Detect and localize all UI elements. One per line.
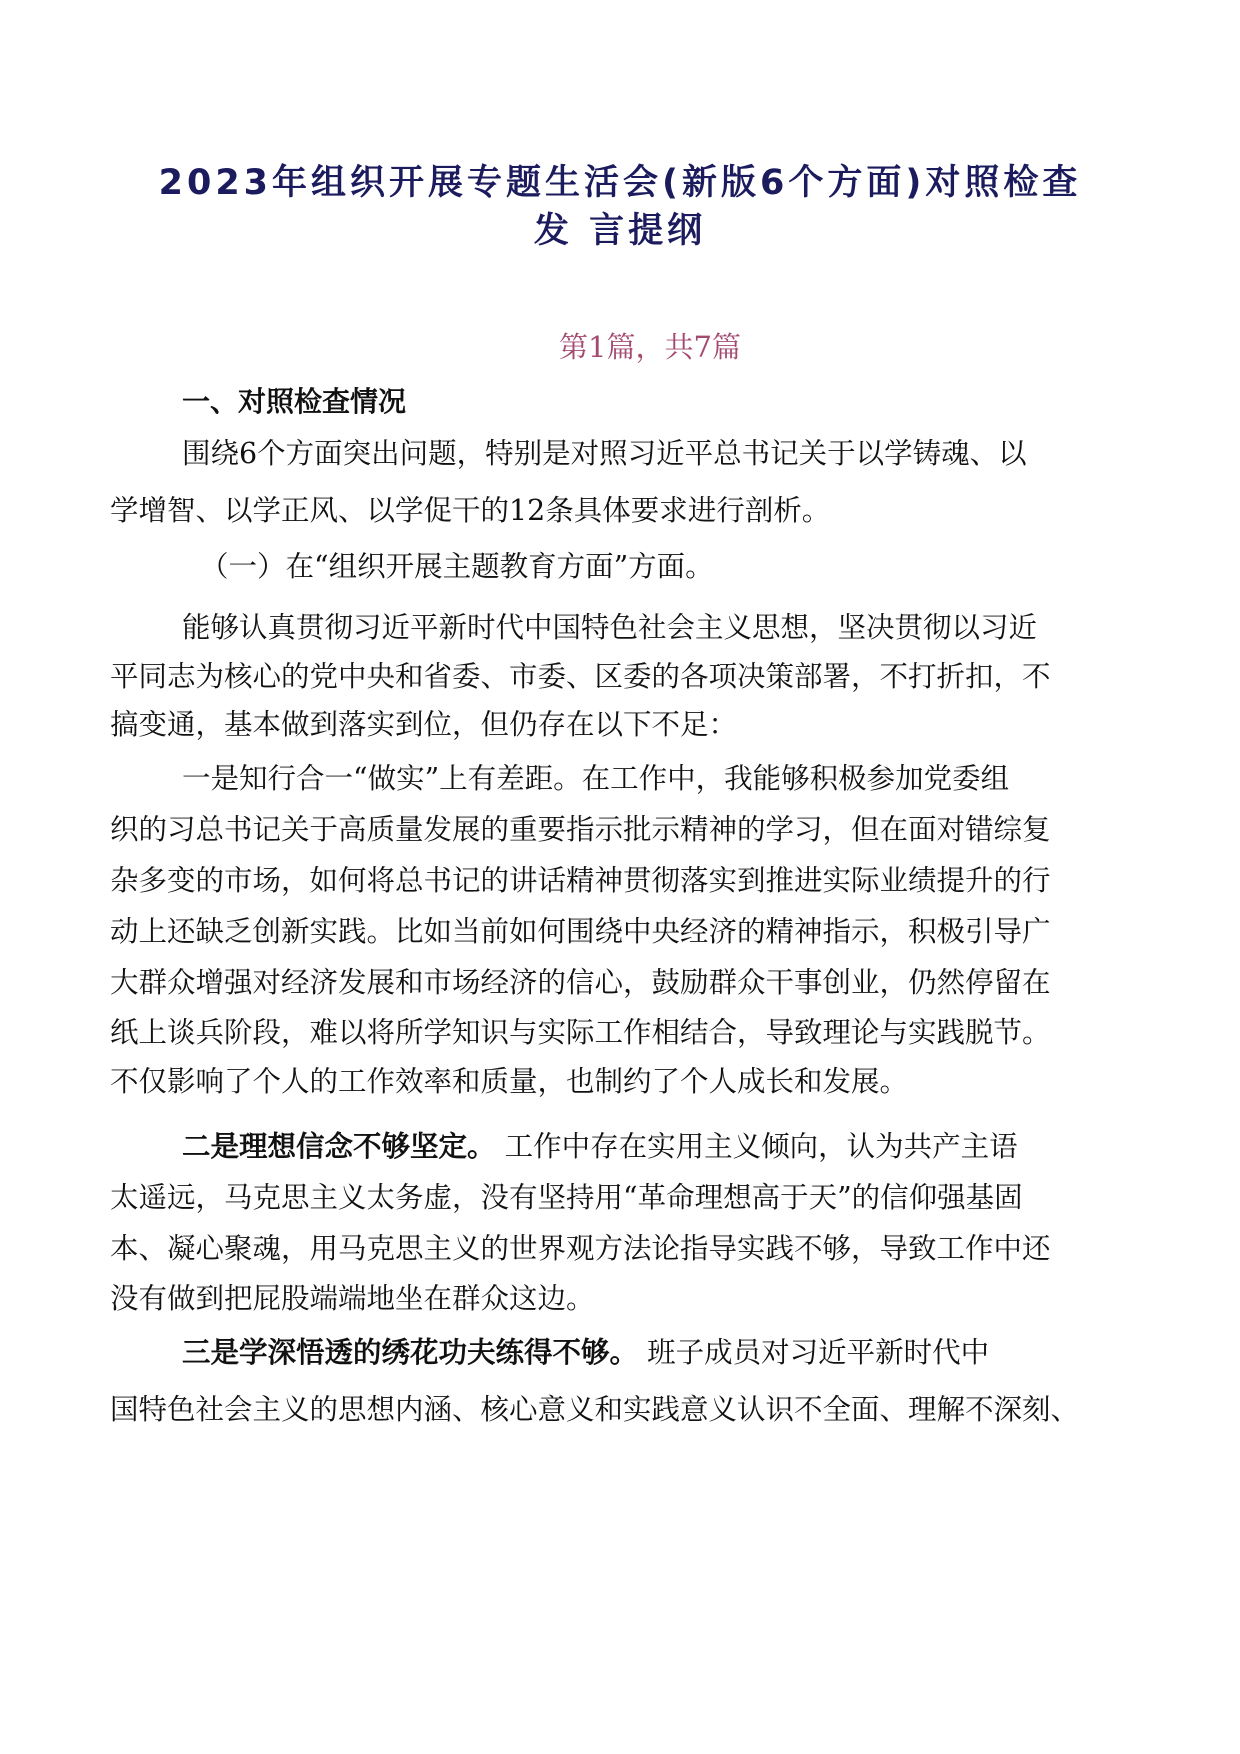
- paragraph-4-line-4: 没有做到把屁股端端地坐在群众这边。: [110, 1282, 595, 1315]
- paragraph-1-line-1: 围绕6个方面突出问题，特别是对照习近平总书记关于以学铸魂、以: [182, 437, 1027, 470]
- paragraph-4-line-2: 太遥远，马克思主义太务虚，没有坚持用“革命理想高于天”的信仰强基固: [110, 1181, 1023, 1214]
- paragraph-5-lead: 三是学深悟透的绣花功夫练得不够。: [182, 1336, 639, 1369]
- document-title-line-1: 2023年组织开展专题生活会(新版6个方面)对照检查: [158, 163, 1082, 203]
- paragraph-2-line-1: 能够认真贯彻习近平新时代中国特色社会主义思想，坚决贯彻以习近: [182, 611, 1038, 644]
- paragraph-4-lead: 二是理想信念不够坚定。: [182, 1130, 496, 1163]
- paragraph-3-line-6: 纸上谈兵阶段，难以将所学知识与实际工作相结合，导致理论与实践脱节。: [110, 1016, 1051, 1049]
- section-heading-1: 一、对照检查情况: [182, 385, 407, 418]
- part-indicator: 第1篇，共7篇: [559, 330, 741, 364]
- paragraph-5-line-1: [182, 1336, 990, 1369]
- paragraph-3-line-2: 织的习总书记关于高质量发展的重要指示批示精神的学习，但在面对错综复: [110, 813, 1051, 846]
- paragraph-3-line-3: 杂多变的市场，如何将总书记的讲话精神贯彻落实到推进实际业绩提升的行: [110, 864, 1051, 897]
- paragraph-4-line-1-text: 工作中存在实用主义倾向，认为共产主语: [495, 1130, 1018, 1163]
- paragraph-3-line-7: 不仅影响了个人的工作效率和质量，也制约了个人成长和发展。: [110, 1065, 909, 1098]
- paragraph-4-line-3: 本、凝心聚魂，用马克思主义的世界观方法论指导实践不够，导致工作中还: [110, 1232, 1051, 1265]
- paragraph-3-line-4: 动上还缺乏创新实践。比如当前如何围绕中央经济的精神指示，积极引导广: [110, 915, 1051, 948]
- document-title-line-2: 发 言提纲: [533, 211, 707, 251]
- paragraph-4-line-1: [182, 1130, 1018, 1163]
- paragraph-3-line-5: 大群众增强对经济发展和市场经济的信心，鼓励群众干事创业，仍然停留在: [110, 966, 1051, 999]
- paragraph-2-line-2: 平同志为核心的党中央和省委、市委、区委的各项决策部署，不打折扣，不: [110, 660, 1051, 693]
- paragraph-2-line-3: 搞变通，基本做到落实到位，但仍存在以下不足：: [110, 708, 738, 741]
- paragraph-5-line-1-text: 班子成员对习近平新时代中: [638, 1336, 990, 1369]
- paragraph-5-line-2: 国特色社会主义的思想内涵、核心意义和实践意义认识不全面、理解不深刻、: [110, 1393, 1080, 1426]
- paragraph-3-line-1: 一是知行合一“做实”上有差距。在工作中，我能够积极参加党委组: [182, 762, 1010, 795]
- subsection-heading-1: （一）在“组织开展主题教育方面”方面。: [200, 550, 714, 583]
- paragraph-1-line-2: 学增智、以学正风、以学促干的12条具体要求进行剖析。: [110, 494, 831, 527]
